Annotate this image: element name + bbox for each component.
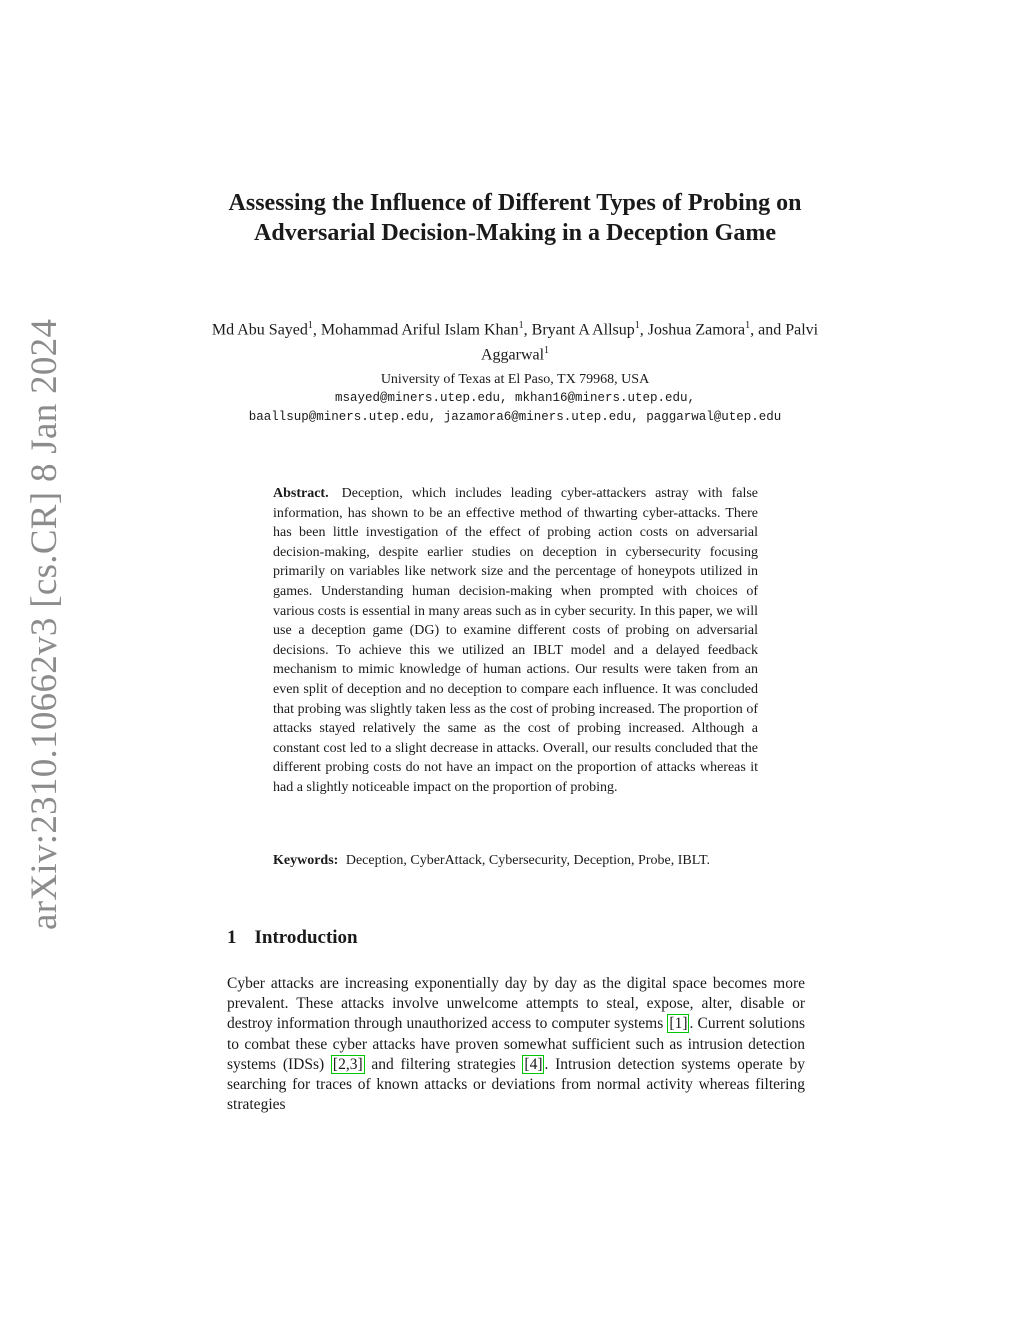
keywords-label: Keywords: (273, 853, 339, 868)
author-name: Joshua Zamora (647, 321, 746, 339)
intro-text-part-3: and filtering strategies (364, 1055, 523, 1073)
citation-link-1[interactable]: [1] (669, 1015, 688, 1033)
author-affiliation-marker: 1 (745, 320, 751, 331)
section-title: Introduction (254, 927, 358, 948)
author-affiliation-marker: 1 (634, 320, 640, 331)
author-affiliation-marker: 1 (544, 345, 550, 357)
keywords-text: Deception, CyberAttack, Cybersecurity, Deception, Probe, IBLT. (345, 853, 710, 868)
abstract (273, 484, 758, 798)
abstract-label: Abstract. (273, 486, 329, 501)
affiliation: University of Texas at El Paso, TX 79968, USA (380, 372, 650, 387)
email-line-1: msayed@miners.utep.edu, mkhan16@miners.utep.edu, (334, 391, 696, 405)
author-affiliation-marker: 1 (518, 320, 524, 331)
abstract-text: Deception, which includes leading cyber-attackers astray with false information, has shown to be an effective method of thwarting cyber-attacks. There has been little investigation of the effect of probing action costs on adversarial decision-making, despite earlier studies on deception in cybersecurity focusing primarily on variables like network size and the percentage of honeypots utilized in games. Understanding human decision-making when prompted with choices of various costs is essential in many areas such as in cyber security. In this paper, we will use a deception game (DG) to examine different costs of probing on adversarial decisions. To achieve this we utilized an IBLT model and a delayed feedback mechanism to mimic knowledge of human actions. Our results were taken from an even split of deception and no deception to compare each influence. It was concluded that probing was slightly taken less as the cost of probing increased. The proportion of attacks stayed relatively the same as the cost of probing increased. Although a constant cost led to a slight decrease in attacks. Overall, our results concluded that the different probing costs do not have an impact on the proportion of attacks whereas it had a slightly noticeable impact on the proportion of probing. (273, 486, 758, 795)
citation-link-4[interactable]: [4] (524, 1055, 543, 1073)
author-name: Palvi Aggarwal (480, 321, 819, 364)
author-affiliation-marker: 1 (307, 320, 313, 331)
author-name: Bryant A Allsup (531, 321, 635, 339)
keywords (273, 851, 758, 871)
intro-text-part-2: . Current solutions to combat these cyber attacks have proven somewhat sufficient such as intrusion detection systems (IDSs) (227, 1015, 805, 1073)
email-line-2: baallsup@miners.utep.edu, jazamora6@miners.utep.edu, paggarwal@utep.edu (248, 410, 782, 424)
affiliation-block (200, 370, 830, 427)
intro-text-part-4: . Intrusion detection systems operate by searching for traces of known attacks or deviations from normal activity whereas filtering strategies (227, 1055, 806, 1114)
author-name: Mohammad Ariful Islam Khan (320, 321, 519, 339)
section-heading-introduction (227, 926, 358, 950)
section-number: 1 (227, 927, 237, 948)
introduction-paragraph (227, 974, 805, 1115)
author-name: Md Abu Sayed (211, 321, 308, 339)
paper-title: Assessing the Influence of Different Types of Probing on Adversarial Decision-Making in a Deception Game (228, 190, 802, 246)
intro-text-part-1: Cyber attacks are increasing exponentially day by day as the digital space becomes more prevalent. These attacks involve unwelcome attempts to steal, expose, alter, disable or destroy information through unauthorized access to computer systems (227, 975, 805, 1033)
citation-link-2-3[interactable]: [2,3] (332, 1055, 363, 1073)
arxiv-identifier-stamp: arXiv:2310.10662v3 [cs.CR] 8 Jan 2024 (24, 318, 65, 930)
author-list: Md Abu Sayed$^1$, Mohammad Ariful Islam Khan$^1$, Bryant A Allsup$^1$, Joshua Zamora$^1$, and Palvi Aggarwal$^1$ (211, 320, 819, 364)
